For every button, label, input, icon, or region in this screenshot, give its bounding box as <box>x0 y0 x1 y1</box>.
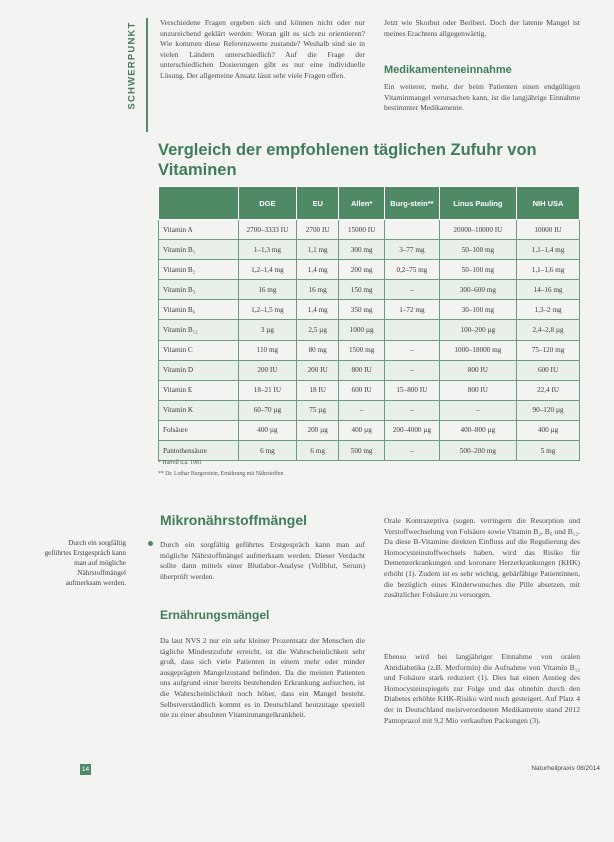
table-cell: 800 IU <box>439 380 516 400</box>
table-cell: 16 mg <box>238 280 297 300</box>
table-cell: – <box>339 400 385 420</box>
journal-footer: Naturheilpraxis 08/2014 <box>531 765 600 772</box>
table-row <box>159 220 580 240</box>
table-cell <box>385 320 439 340</box>
right-col-text-2: Ebenso wird bei langjähriger Einnahme von oralen Antidiabetika (z.B. Metformin) die Aufnahme von Vitamin B₁₂ und Folsäure stark reduziert (1). Dies hat einen Anstieg des Homocysteinspiegels zur Folge und das ohnehin durch den Diabetes erhöhte KHK-Risiko wird noch gesteigert. Auf Platz 4 der in Deutschland meistverordneten Medikamente stand 2012 Pantoprazol mit 9,2 Mio verkauften Packungen (3). <box>384 652 580 725</box>
table-cell: 400 µg <box>517 420 580 440</box>
table-cell: 1,2–1,5 mg <box>238 300 297 320</box>
row-label: Vitamin B₆ <box>159 300 239 320</box>
table-cell: 600 IU <box>339 380 385 400</box>
table-cell: 2700–3333 IU <box>238 220 297 240</box>
vitamin-table <box>158 186 580 461</box>
section1-text: Durch ein sorgfältig geführtes Erstgespräch kann man auf mögliche Nährstoffmängel aufmerksam werden. Dieser Verdacht sollte dann mittels einer Blutlabor-Analyse (Vollblut, Serum) überprüft werden. <box>160 540 365 581</box>
table-cell: 1000–18000 mg <box>439 340 516 360</box>
top-right-text-2: Ein weiterer, mehr, der beim Patienten einen endgültigen Vitaminmangel verursachen kann, ist die langjährige Einnahme bestimmter Medikamente. <box>384 82 580 113</box>
table-cell: 1–1,3 mg <box>238 240 297 260</box>
table-cell: 200 mg <box>339 260 385 280</box>
table-title: Vergleich der empfohlenen täglichen Zufuhr von Vitaminen <box>158 141 537 179</box>
section-label <box>118 20 158 120</box>
table-cell: 60–70 µg <box>238 400 297 420</box>
table-cell: 15–800 IU <box>385 380 439 400</box>
table-cell: 75 µg <box>297 400 339 420</box>
table-cell: 15000 IU <box>339 220 385 240</box>
table-cell: 200 µg <box>297 420 339 440</box>
table-cell: 1,4 mg <box>297 260 339 280</box>
row-label: Pantothensäure <box>159 441 239 461</box>
table-cell: 200 IU <box>297 360 339 380</box>
table-row <box>159 260 580 280</box>
heading-mikronaehrstoffmaengel: Mikronährstoffmängel <box>160 512 308 528</box>
table-cell: – <box>385 340 439 360</box>
header-cell: Burg-stein** <box>385 187 439 220</box>
table-cell: 18 IU <box>297 380 339 400</box>
header-cell: EU <box>297 187 339 220</box>
table-cell: 2,4–2,8 µg <box>517 320 580 340</box>
row-label: Vitamin E <box>159 380 239 400</box>
table-footnote-1: * Harrell u.a. 1981 <box>158 460 202 466</box>
table-header-row <box>159 187 580 220</box>
table-row <box>159 360 580 380</box>
table-cell: 1,3–2 mg <box>517 300 580 320</box>
table-cell: 30–100 mg <box>439 300 516 320</box>
row-label: Vitamin C <box>159 340 239 360</box>
table-cell: 200 IU <box>238 360 297 380</box>
table-cell: 400–800 µg <box>439 420 516 440</box>
row-label: Vitamin B₁ <box>159 240 239 260</box>
header-cell: Linus Pauling <box>439 187 516 220</box>
table-footnote-2: ** Dr. Lothar Burgerstein, Ernährung mit Nährstoffen <box>158 471 284 477</box>
table-cell: 1000 µg <box>339 320 385 340</box>
table-cell: 20000–10000 IU <box>439 220 516 240</box>
table-cell: 50–100 mg <box>439 240 516 260</box>
table-row <box>159 240 580 260</box>
table-row <box>159 340 580 360</box>
table-cell: 1,4 mg <box>297 300 339 320</box>
table-cell: – <box>439 400 516 420</box>
table-cell: 16 mg <box>297 280 339 300</box>
table-cell: 0,2–75 mg <box>385 260 439 280</box>
table-cell: 3 µg <box>238 320 297 340</box>
header-cell: NIH USA <box>517 187 580 220</box>
table-cell: 10000 IU <box>517 220 580 240</box>
table-cell: – <box>385 360 439 380</box>
table-cell: – <box>385 441 439 461</box>
right-col-text-1: Orale Kontrazeptiva (sogen. verringern die Resorption und Verstoffwechselung von Folsäure sowie Vitamin B₂, B₆ und B₁₂. Da diese B-Vitamine direkten Einfluss auf die Regulierung des Homocysteinstoffwechsels haben, wird das Risiko für Demenzerkrankungen und koronare Herzerkrankungen (KHK) erhöht (1). Zudem ist es sehr wichtig, gebärfähige Patientinnen, die bezüglich eines Kinderwunsches die Pille absetzen, mit zusätzlicher Folsäure zu versorgen. <box>384 516 580 600</box>
table-cell: 1,1–1,4 mg <box>517 240 580 260</box>
table-cell: – <box>385 400 439 420</box>
row-label: Vitamin K <box>159 400 239 420</box>
heading-medikamenteneinnahme: Medikamenteneinnahme <box>384 64 512 76</box>
table-cell: 5 mg <box>517 441 580 461</box>
table-cell: 3–77 mg <box>385 240 439 260</box>
table-cell <box>385 220 439 240</box>
table-cell: 800 IU <box>339 360 385 380</box>
table-row <box>159 380 580 400</box>
table-cell: 1–72 mg <box>385 300 439 320</box>
table-cell: 1,1 mg <box>297 240 339 260</box>
table-cell: 75–120 mg <box>517 340 580 360</box>
row-label: Folsäure <box>159 420 239 440</box>
table-cell: 500–200 mg <box>439 441 516 461</box>
row-label: Vitamin A <box>159 220 239 240</box>
table-cell: 500 mg <box>339 441 385 461</box>
section-label-text: SCHWERPUNKT <box>126 21 138 110</box>
row-label: Vitamin B₂ <box>159 260 239 280</box>
table-cell: 22,4 IU <box>517 380 580 400</box>
table-cell: 600 IU <box>517 360 580 380</box>
table-cell: 110 mg <box>238 340 297 360</box>
table-cell: 14–16 mg <box>517 280 580 300</box>
table-cell: 80 mg <box>297 340 339 360</box>
table-cell: 100–200 µg <box>439 320 516 340</box>
table-cell: 400 µg <box>339 420 385 440</box>
table-row <box>159 420 580 440</box>
table-row <box>159 400 580 420</box>
table-cell: 1,2–1,4 mg <box>238 260 297 280</box>
table-row <box>159 300 580 320</box>
table-cell: 2700 IU <box>297 220 339 240</box>
table-cell: 150 mg <box>339 280 385 300</box>
header-cell <box>159 187 239 220</box>
table-row <box>159 320 580 340</box>
table-cell: 400 µg <box>238 420 297 440</box>
table-row <box>159 280 580 300</box>
page-number: 14 <box>81 766 90 773</box>
table-row <box>159 441 580 461</box>
table-cell: – <box>385 280 439 300</box>
intro-text: Verschiedene Fragen ergeben sich und können nicht oder nur unzureichend geklärt werden: Woran gilt es sich zu orientieren? Wie kommen diese Referenzwerte zustande? Weshalb sind sie in vielen Ländern unterschiedlich? Auf die Frage der unterschiedlichen Dosierungen gibt es nur eine individuelle Lösung. Der allgemeine Ansatz lässt sehr viele Fragen offen. <box>160 18 365 80</box>
table-cell: 300 mg <box>339 240 385 260</box>
table-cell: 50–100 mg <box>439 260 516 280</box>
header-cell: Allen* <box>339 187 385 220</box>
section2-text: Da laut NVS 2 nur ein sehr kleiner Prozentsatz der Menschen die tägliche Mindestzufuhr erreicht, ist die Wahrscheinlichkeit sehr groß, dass sich viele Patienten in einem mehr oder minder ausgeprägten Mangelzustand befinden. Da die meisten Patienten uns aufgrund einer bereits bestehenden Erkrankung aufsuchen, ist die Wahrscheinlichkeit noch höher, dass ein Mangel besteht. Selbstverständlich kommt es in Deutschland heutzutage speziell nie zu einer absoluten Vitaminmangelkrankheit. <box>160 636 365 720</box>
table-cell: 6 mg <box>238 441 297 461</box>
table-cell: 6 mg <box>297 441 339 461</box>
top-right-text-1: Jetzt wie Skorbut oder Beriberi. Doch der latente Mangel ist meines Erachtens allgegenwärtig. <box>384 18 580 38</box>
header-cell: DGE <box>238 187 297 220</box>
table-cell: 300–600 mg <box>439 280 516 300</box>
table-cell: 200–4000 µg <box>385 420 439 440</box>
margin-note: Durch ein sorgfältig geführtes Erstgespräch kann man auf mögliche Nährstoffmängel aufmerksam werden. <box>44 539 126 587</box>
table-cell: 1,1–1,6 mg <box>517 260 580 280</box>
table-cell: 350 mg <box>339 300 385 320</box>
table-cell: 18–21 IU <box>238 380 297 400</box>
row-label: Vitamin B₃ <box>159 280 239 300</box>
row-label: Vitamin D <box>159 360 239 380</box>
heading-ernaehrungsmaengel: Ernährungsmängel <box>160 608 270 622</box>
table-cell: 90–120 µg <box>517 400 580 420</box>
table-cell: 2,5 µg <box>297 320 339 340</box>
margin-bullet <box>148 541 153 546</box>
row-label: Vitamin B₁₂ <box>159 320 239 340</box>
table-cell: 800 IU <box>439 360 516 380</box>
table-cell: 1500 mg <box>339 340 385 360</box>
